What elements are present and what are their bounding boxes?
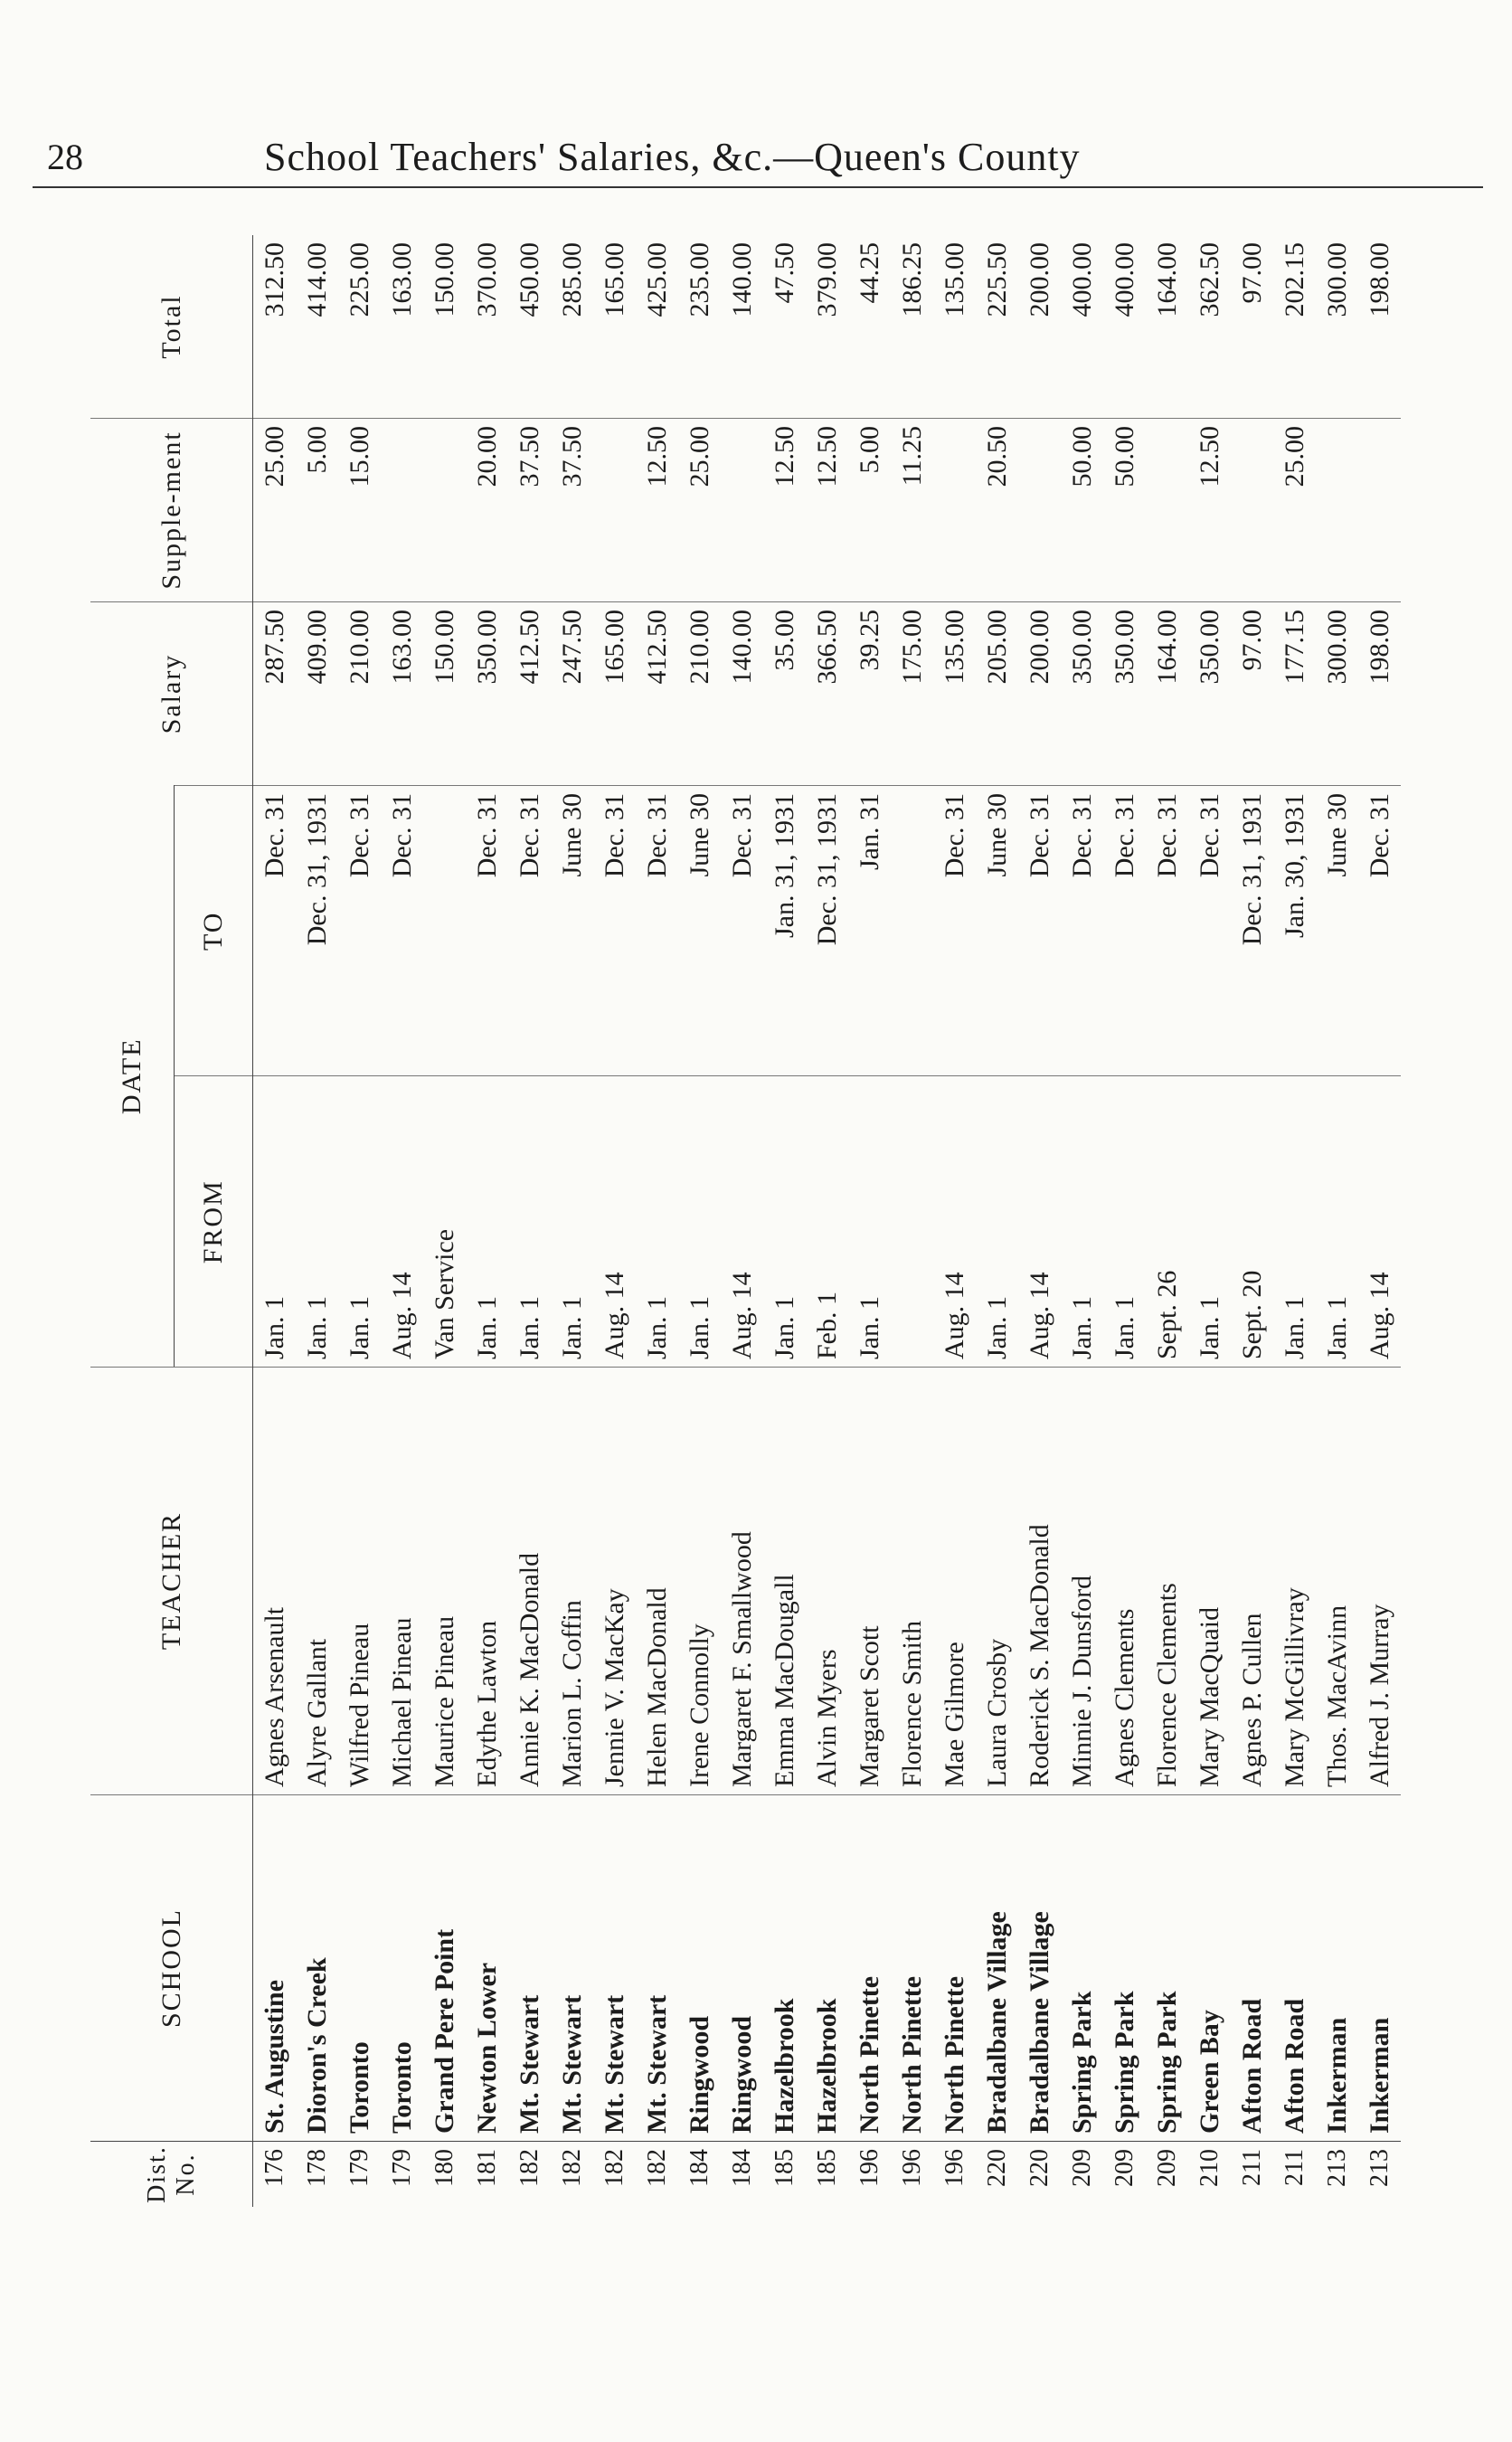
salary-cell: 200.00 [1018, 602, 1061, 786]
school-cell: Afton Road [1273, 1795, 1316, 2142]
date-to-cell: Dec. 31 [253, 786, 297, 1077]
salary-cell: 412.50 [636, 602, 678, 786]
total-cell: 198.00 [1364, 242, 1394, 317]
date-from-cell: Jan. 1 [508, 1076, 551, 1368]
total-cell: 200.00 [1024, 242, 1054, 317]
header-rule [33, 186, 1483, 188]
date-to-cell: Dec. 31 [933, 786, 976, 1077]
table-row [1231, 235, 1273, 2207]
teacher-cell: Marion L. Coffin [551, 1368, 593, 1795]
teacher-cell: Michael Pineau [381, 1368, 423, 1795]
table-row [593, 235, 636, 2207]
school-cell: Spring Park [1146, 1795, 1188, 2142]
teacher-cell: Wilfred Pineau [338, 1368, 381, 1795]
teacher-cell: Maurice Pineau [423, 1368, 466, 1795]
total-cell: 164.00 [1151, 242, 1182, 317]
teacher-cell: Jennie V. MacKay [593, 1368, 636, 1795]
school-cell: Ringwood [678, 1795, 721, 2142]
date-from-cell: Jan. 1 [466, 1076, 508, 1368]
date-from-cell: Jan. 1 [1188, 1076, 1231, 1368]
date-to-cell: Dec. 31 [338, 786, 381, 1077]
header-to: TO [175, 786, 253, 1077]
date-to-cell: Jan. 31, 1931 [763, 786, 806, 1077]
page-number: 28 [47, 137, 83, 177]
school-cell: Toronto [381, 1795, 423, 2142]
teacher-cell: Mary McGillivray [1273, 1368, 1316, 1795]
teacher-cell: Margaret F. Smallwood [721, 1368, 763, 1795]
table-row [508, 235, 551, 2207]
date-to-cell: Dec. 31 [381, 786, 423, 1077]
date-from-cell: Van Service [423, 1076, 466, 1368]
total-cell: 135.00 [939, 242, 969, 317]
date-to-cell: Dec. 31 [636, 786, 678, 1077]
salary-cell: 35.00 [763, 602, 806, 786]
date-from-cell: Aug. 14 [1018, 1076, 1061, 1368]
school-cell: Inkerman [1358, 1795, 1401, 2142]
date-to-cell: Dec. 31 [508, 786, 551, 1077]
dist-no-cell: 185 [806, 2142, 848, 2208]
date-from-cell: Jan. 1 [848, 1076, 891, 1368]
supplement-cell [933, 419, 976, 602]
supplement-cell: 37.50 [551, 419, 593, 602]
date-to-cell: Dec. 31, 1931 [806, 786, 848, 1077]
table-row [1273, 235, 1316, 2207]
table-row [253, 235, 297, 2207]
table-row [466, 235, 508, 2207]
teacher-cell: Florence Smith [891, 1368, 933, 1795]
dist-no-cell: 176 [253, 2142, 297, 2208]
date-to-cell: June 30 [551, 786, 593, 1077]
teacher-cell: Thos. MacAvinn [1316, 1368, 1358, 1795]
school-cell: Inkerman [1316, 1795, 1358, 2142]
dist-no-cell: 184 [721, 2142, 763, 2208]
teacher-cell: Laura Crosby [976, 1368, 1018, 1795]
teacher-cell: Annie K. MacDonald [508, 1368, 551, 1795]
salary-cell: 409.00 [296, 602, 338, 786]
date-from-cell: Jan. 1 [1103, 1076, 1146, 1368]
school-cell: Green Bay [1188, 1795, 1231, 2142]
header-dist-no: Dist. No. [90, 2142, 253, 2208]
school-cell: Bradalbane Village [976, 1795, 1018, 2142]
date-to-cell: Jan. 30, 1931 [1273, 786, 1316, 1077]
dist-no-cell: 210 [1188, 2142, 1231, 2208]
salary-cell: 177.15 [1273, 602, 1316, 786]
total-cell: 165.00 [599, 242, 629, 317]
table-row [976, 235, 1018, 2207]
date-from-cell: Feb. 1 [806, 1076, 848, 1368]
total-cell: 400.00 [1109, 242, 1139, 317]
supplement-cell: 5.00 [296, 419, 338, 602]
header-supplement: Supple-ment [90, 419, 253, 602]
salary-cell: 198.00 [1358, 602, 1401, 786]
salary-cell: 135.00 [933, 602, 976, 786]
salary-cell: 300.00 [1316, 602, 1358, 786]
dist-no-cell: 182 [593, 2142, 636, 2208]
table-row [848, 235, 891, 2207]
salary-cell: 175.00 [891, 602, 933, 786]
date-to-cell: Dec. 31 [721, 786, 763, 1077]
salary-cell: 350.00 [466, 602, 508, 786]
school-cell: North Pinette [933, 1795, 976, 2142]
date-to-cell: Dec. 31 [1188, 786, 1231, 1077]
date-to-cell: Dec. 31 [466, 786, 508, 1077]
salary-cell: 350.00 [1103, 602, 1146, 786]
table-row [296, 235, 338, 2207]
total-cell: 44.25 [854, 242, 884, 304]
teacher-cell: Roderick S. MacDonald [1018, 1368, 1061, 1795]
supplement-cell: 50.00 [1061, 419, 1103, 602]
dist-no-cell: 213 [1316, 2142, 1358, 2208]
teacher-cell: Irene Connolly [678, 1368, 721, 1795]
salary-table [90, 235, 1401, 2207]
salary-cell: 287.50 [253, 602, 297, 786]
supplement-cell: 5.00 [848, 419, 891, 602]
dist-no-cell: 182 [508, 2142, 551, 2208]
dist-no-cell: 209 [1103, 2142, 1146, 2208]
supplement-cell: 12.50 [636, 419, 678, 602]
date-from-cell: Sept. 20 [1231, 1076, 1273, 1368]
date-to-cell: Dec. 31 [1103, 786, 1146, 1077]
total-cell: 163.00 [386, 242, 417, 317]
date-from-cell: Jan. 1 [1061, 1076, 1103, 1368]
school-cell: Hazelbrook [763, 1795, 806, 2142]
dist-no-cell: 182 [636, 2142, 678, 2208]
salary-cell: 205.00 [976, 602, 1018, 786]
dist-no-cell: 209 [1146, 2142, 1188, 2208]
date-to-cell: Dec. 31 [1018, 786, 1061, 1077]
dist-no-cell: 220 [1018, 2142, 1061, 2208]
date-from-cell: Jan. 1 [1316, 1076, 1358, 1368]
dist-no-cell: 178 [296, 2142, 338, 2208]
supplement-cell [381, 419, 423, 602]
salary-cell: 150.00 [423, 602, 466, 786]
dist-no-cell: 184 [678, 2142, 721, 2208]
date-to-cell: Dec. 31 [593, 786, 636, 1077]
table-row [806, 235, 848, 2207]
salary-cell: 210.00 [338, 602, 381, 786]
date-to-cell: June 30 [678, 786, 721, 1077]
date-from-cell: Aug. 14 [933, 1076, 976, 1368]
salary-cell: 366.50 [806, 602, 848, 786]
table-row [1061, 235, 1103, 2207]
supplement-cell: 20.50 [976, 419, 1018, 602]
date-from-cell: Aug. 14 [593, 1076, 636, 1368]
date-from-cell: Aug. 14 [381, 1076, 423, 1368]
salary-cell: 247.50 [551, 602, 593, 786]
date-from-cell: Jan. 1 [636, 1076, 678, 1368]
table-row [1358, 235, 1401, 2207]
total-cell: 140.00 [726, 242, 757, 317]
school-cell: Mt. Stewart [508, 1795, 551, 2142]
table-body [253, 235, 1402, 2207]
table-row [891, 235, 933, 2207]
date-to-cell: June 30 [1316, 786, 1358, 1077]
dist-no-cell: 196 [891, 2142, 933, 2208]
table-row [678, 235, 721, 2207]
date-to-cell: Dec. 31 [1358, 786, 1401, 1077]
date-from-cell: Jan. 1 [551, 1076, 593, 1368]
supplement-cell: 25.00 [678, 419, 721, 602]
supplement-cell [1316, 419, 1358, 602]
total-cell: 370.00 [471, 242, 502, 317]
total-cell: 285.00 [556, 242, 587, 317]
school-cell: Spring Park [1061, 1795, 1103, 2142]
table-row [933, 235, 976, 2207]
teacher-cell: Alvin Myers [806, 1368, 848, 1795]
total-cell: 150.00 [429, 242, 459, 317]
teacher-cell: Helen MacDonald [636, 1368, 678, 1795]
dist-no-cell: 180 [423, 2142, 466, 2208]
school-cell: Bradalbane Village [1018, 1795, 1061, 2142]
school-cell: Mt. Stewart [551, 1795, 593, 2142]
teacher-cell: Alfred J. Murray [1358, 1368, 1401, 1795]
table-row [721, 235, 763, 2207]
salary-cell: 350.00 [1188, 602, 1231, 786]
header-salary: Salary [90, 602, 253, 786]
total-cell: 235.00 [684, 242, 714, 317]
school-cell: Mt. Stewart [636, 1795, 678, 2142]
table-row [423, 235, 466, 2207]
date-from-cell: Aug. 14 [721, 1076, 763, 1368]
header-from: FROM [175, 1076, 253, 1368]
total-cell: 450.00 [514, 242, 544, 317]
date-from-cell: Jan. 1 [976, 1076, 1018, 1368]
supplement-cell [1358, 419, 1401, 602]
table-row [381, 235, 423, 2207]
date-to-cell [891, 786, 933, 1077]
school-cell: Ringwood [721, 1795, 763, 2142]
salary-cell: 97.00 [1231, 602, 1273, 786]
date-to-cell: Jan. 31 [848, 786, 891, 1077]
total-cell: 379.00 [811, 242, 842, 317]
dist-no-cell: 179 [381, 2142, 423, 2208]
table-row [1103, 235, 1146, 2207]
header-total: Total [90, 235, 253, 419]
teacher-cell: Agnes P. Cullen [1231, 1368, 1273, 1795]
dist-no-cell: 211 [1273, 2142, 1316, 2208]
date-from-cell: Aug. 14 [1358, 1076, 1401, 1368]
date-from-cell: Sept. 26 [1146, 1076, 1188, 1368]
date-from-cell: Jan. 1 [296, 1076, 338, 1368]
supplement-cell: 50.00 [1103, 419, 1146, 602]
total-cell: 186.25 [896, 242, 927, 317]
school-cell: Dioron's Creek [296, 1795, 338, 2142]
supplement-cell [423, 419, 466, 602]
dist-no-cell: 185 [763, 2142, 806, 2208]
salary-cell: 412.50 [508, 602, 551, 786]
dist-no-cell: 182 [551, 2142, 593, 2208]
teacher-cell: Agnes Clements [1103, 1368, 1146, 1795]
header-school: SCHOOL [90, 1795, 253, 2142]
supplement-cell: 25.00 [253, 419, 297, 602]
teacher-cell: Emma MacDougall [763, 1368, 806, 1795]
teacher-cell: Agnes Arsenault [253, 1368, 297, 1795]
supplement-cell [1146, 419, 1188, 602]
total-cell: 414.00 [301, 242, 332, 317]
salary-cell: 163.00 [381, 602, 423, 786]
supplement-cell [1018, 419, 1061, 602]
date-to-cell: Dec. 31, 1931 [1231, 786, 1273, 1077]
supplement-cell: 20.00 [466, 419, 508, 602]
school-cell: North Pinette [848, 1795, 891, 2142]
total-cell: 362.50 [1194, 242, 1224, 317]
dist-no-cell: 211 [1231, 2142, 1273, 2208]
page-title: School Teachers' Salaries, &c.—Queen's County [264, 135, 1081, 179]
supplement-cell [721, 419, 763, 602]
table-row [763, 235, 806, 2207]
table-row [551, 235, 593, 2207]
table-row [338, 235, 381, 2207]
date-to-cell [423, 786, 466, 1077]
salary-cell: 350.00 [1061, 602, 1103, 786]
date-to-cell: Dec. 31, 1931 [296, 786, 338, 1077]
date-from-cell: Jan. 1 [678, 1076, 721, 1368]
teacher-cell: Mae Gilmore [933, 1368, 976, 1795]
teacher-cell: Alyre Gallant [296, 1368, 338, 1795]
date-to-cell: Dec. 31 [1061, 786, 1103, 1077]
date-from-cell: Jan. 1 [338, 1076, 381, 1368]
salary-table-rotated [90, 235, 1411, 2207]
total-cell: 97.00 [1236, 242, 1267, 304]
total-cell: 300.00 [1321, 242, 1352, 317]
date-to-cell: Dec. 31 [1146, 786, 1188, 1077]
header-teacher: TEACHER [90, 1368, 253, 1795]
total-cell: 202.15 [1279, 242, 1309, 317]
teacher-cell: Edythe Lawton [466, 1368, 508, 1795]
header-date: DATE [90, 786, 175, 1368]
salary-cell: 39.25 [848, 602, 891, 786]
table-row [1018, 235, 1061, 2207]
supplement-cell: 12.50 [1188, 419, 1231, 602]
dist-no-cell: 196 [848, 2142, 891, 2208]
school-cell: Afton Road [1231, 1795, 1273, 2142]
supplement-cell [1231, 419, 1273, 602]
teacher-cell: Minnie J. Dunsford [1061, 1368, 1103, 1795]
teacher-cell: Florence Clements [1146, 1368, 1188, 1795]
table-row [1316, 235, 1358, 2207]
school-cell: Mt. Stewart [593, 1795, 636, 2142]
dist-no-cell: 181 [466, 2142, 508, 2208]
total-cell: 425.00 [641, 242, 672, 317]
table-row [636, 235, 678, 2207]
dist-no-cell: 209 [1061, 2142, 1103, 2208]
teacher-cell: Margaret Scott [848, 1368, 891, 1795]
date-to-cell: June 30 [976, 786, 1018, 1077]
supplement-cell: 12.50 [763, 419, 806, 602]
salary-cell: 164.00 [1146, 602, 1188, 786]
date-from-cell [891, 1076, 933, 1368]
date-from-cell: Jan. 1 [763, 1076, 806, 1368]
supplement-cell [593, 419, 636, 602]
teacher-cell: Mary MacQuaid [1188, 1368, 1231, 1795]
date-from-cell: Jan. 1 [253, 1076, 297, 1368]
total-cell: 225.50 [981, 242, 1012, 317]
school-cell: North Pinette [891, 1795, 933, 2142]
supplement-cell: 15.00 [338, 419, 381, 602]
supplement-cell: 11.25 [891, 419, 933, 602]
salary-cell: 140.00 [721, 602, 763, 786]
school-cell: Spring Park [1103, 1795, 1146, 2142]
supplement-cell: 37.50 [508, 419, 551, 602]
school-cell: Newton Lower [466, 1795, 508, 2142]
dist-no-cell: 196 [933, 2142, 976, 2208]
table-row [1188, 235, 1231, 2207]
salary-cell: 165.00 [593, 602, 636, 786]
table-row [1146, 235, 1188, 2207]
supplement-cell: 25.00 [1273, 419, 1316, 602]
dist-no-cell: 179 [338, 2142, 381, 2208]
date-from-cell: Jan. 1 [1273, 1076, 1316, 1368]
school-cell: Toronto [338, 1795, 381, 2142]
total-cell: 312.50 [259, 242, 289, 317]
school-cell: St. Augustine [253, 1795, 297, 2142]
total-cell: 225.00 [344, 242, 374, 317]
dist-no-cell: 220 [976, 2142, 1018, 2208]
total-cell: 400.00 [1066, 242, 1097, 317]
salary-cell: 210.00 [678, 602, 721, 786]
school-cell: Hazelbrook [806, 1795, 848, 2142]
total-cell: 47.50 [769, 242, 799, 304]
supplement-cell: 12.50 [806, 419, 848, 602]
school-cell: Grand Pere Point [423, 1795, 466, 2142]
dist-no-cell: 213 [1358, 2142, 1401, 2208]
